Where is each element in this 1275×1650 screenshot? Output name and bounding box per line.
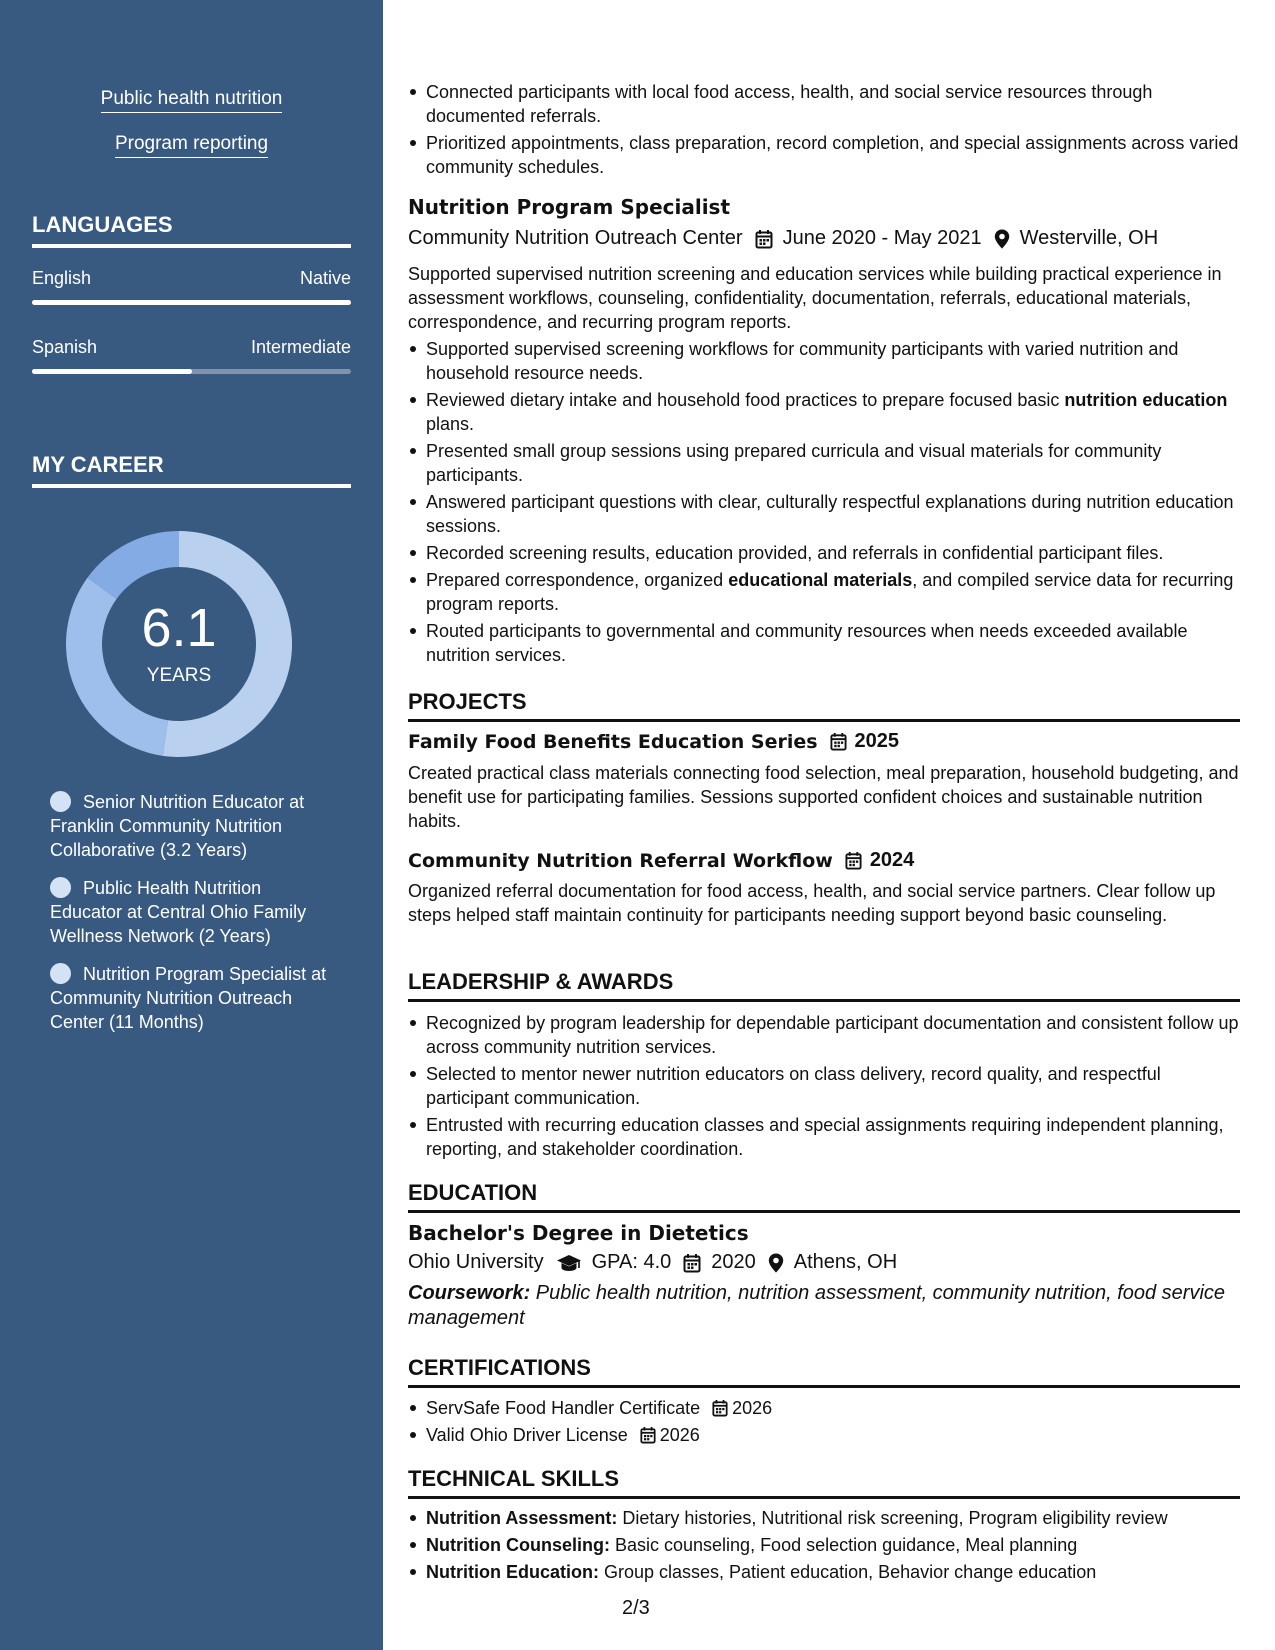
project-year: 2025 bbox=[854, 730, 900, 752]
list-item: Recorded screening results, education provided, and referrals in confidential participant files. bbox=[408, 541, 1240, 565]
calendar-icon bbox=[640, 1426, 656, 1444]
skills-heading: TECHNICAL SKILLS bbox=[408, 1466, 1240, 1499]
career-item: Senior Nutrition Educator at Franklin Community Nutrition Collaborative (3.2 Years) bbox=[50, 792, 305, 860]
education-coursework: Coursework: Public health nutrition, nutrition assessment, community nutrition, food service management bbox=[408, 1282, 1226, 1329]
education-location: Athens, OH bbox=[793, 1251, 898, 1273]
calendar-icon bbox=[830, 732, 847, 751]
graduation-cap-icon bbox=[556, 1254, 582, 1272]
education-degree: Bachelor's Degree in Dietetics bbox=[408, 1221, 749, 1245]
continued-bullets bbox=[408, 80, 1240, 182]
project-description: Created practical class materials connecting food selection, meal preparation, household budgeting, and benefit use for participating families. Sessions supported confident choices and sustainable nutrition habits. bbox=[408, 763, 1239, 831]
certification-item: Valid Ohio Driver License 2026 bbox=[408, 1423, 1240, 1447]
certification-item: ServSafe Food Handler Certificate 2026 bbox=[408, 1396, 1240, 1420]
project-description: Organized referral documentation for food access, health, and social service partners. Clear follow up steps helped staff maintain continuity for participants needing support beyond basic counseling. bbox=[408, 881, 1216, 925]
career-years-number: 6.1 bbox=[141, 598, 217, 658]
skill-chip: Program reporting bbox=[0, 133, 383, 158]
list-item: Recognized by program leadership for dependable participant documentation and consistent follow up across community nutrition services. bbox=[408, 1011, 1240, 1059]
career-dot-icon bbox=[50, 791, 71, 812]
career-item: Nutrition Program Specialist at Community Nutrition Outreach Center (11 Months) bbox=[50, 964, 327, 1032]
main-content bbox=[408, 0, 1240, 1650]
language-name: Spanish bbox=[32, 337, 98, 357]
list-item: Selected to mentor newer nutrition educators on class delivery, record quality, and respectful participant communication. bbox=[408, 1062, 1240, 1110]
list-item: Presented small group sessions using prepared curricula and visual materials for community participants. bbox=[408, 439, 1240, 487]
certifications-heading: CERTIFICATIONS bbox=[408, 1355, 1240, 1388]
skill-item: Nutrition Counseling: Basic counseling, Food selection guidance, Meal planning bbox=[408, 1533, 1240, 1557]
project-title: Community Nutrition Referral Workflow 2024 bbox=[408, 849, 915, 872]
calendar-icon bbox=[845, 851, 862, 870]
career-dot-icon bbox=[50, 877, 71, 898]
language-bar-fill bbox=[32, 300, 351, 305]
project-title: Family Food Benefits Education Series 2025 bbox=[408, 730, 900, 753]
calendar-icon bbox=[712, 1399, 728, 1417]
skills-list bbox=[408, 1506, 1240, 1587]
language-row bbox=[32, 268, 351, 289]
career-years-unit: YEARS bbox=[146, 665, 212, 686]
job-bullets bbox=[408, 337, 1240, 670]
list-item: Entrusted with recurring education classes and special assignments requiring independent planning, reporting, and stakeholder coordination. bbox=[408, 1113, 1240, 1161]
projects-heading: PROJECTS bbox=[408, 689, 1240, 722]
skill-item: Nutrition Assessment: Dietary histories, Nutritional risk screening, Program eligibility review bbox=[408, 1506, 1240, 1530]
list-item: Prioritized appointments, class preparation, record completion, and special assignments across varied community schedules. bbox=[408, 131, 1240, 179]
leadership-list bbox=[408, 1011, 1240, 1164]
job-title: Nutrition Program Specialist bbox=[408, 195, 731, 219]
list-item: Routed participants to governmental and community resources when needs exceeded available nutrition services. bbox=[408, 619, 1240, 667]
career-dot-icon bbox=[50, 963, 71, 984]
language-level: Intermediate bbox=[250, 337, 351, 357]
language-bar bbox=[32, 300, 351, 305]
calendar-icon bbox=[683, 1253, 701, 1273]
language-bar bbox=[32, 369, 351, 374]
project-year: 2024 bbox=[869, 849, 915, 871]
job-meta bbox=[408, 227, 1240, 250]
skill-chip: Public health nutrition bbox=[0, 88, 383, 113]
languages-heading: LANGUAGES bbox=[32, 212, 351, 248]
education-gpa: GPA: 4.0 bbox=[591, 1251, 672, 1273]
page-number: 2/3 bbox=[622, 1597, 650, 1619]
job-company: Community Nutrition Outreach Center bbox=[408, 227, 743, 249]
calendar-icon bbox=[755, 229, 773, 249]
language-bar-fill bbox=[32, 369, 192, 374]
job-summary: Supported supervised nutrition screening and education services while building practical experience in assessment workflows, counseling, confidentiality, documentation, referrals, educational materials, correspondence, and recurring program reports. bbox=[408, 264, 1222, 332]
education-meta bbox=[408, 1251, 1240, 1274]
map-pin-icon bbox=[994, 229, 1010, 249]
leadership-heading: LEADERSHIP & AWARDS bbox=[408, 969, 1240, 1002]
map-pin-icon bbox=[768, 1253, 784, 1273]
job-dates: June 2020 - May 2021 bbox=[782, 227, 982, 249]
certifications-list bbox=[408, 1396, 1240, 1450]
job-location: Westerville, OH bbox=[1019, 227, 1159, 249]
education-year: 2020 bbox=[711, 1251, 756, 1273]
skill-item: Nutrition Education: Group classes, Patient education, Behavior change education bbox=[408, 1560, 1240, 1584]
education-school: Ohio University bbox=[408, 1251, 544, 1273]
sidebar bbox=[0, 0, 383, 1650]
career-item: Public Health Nutrition Educator at Central Ohio Family Wellness Network (2 Years) bbox=[50, 878, 307, 946]
list-item: Prepared correspondence, organized educational materials, and compiled service data for recurring program reports. bbox=[408, 568, 1240, 616]
language-level: Native bbox=[299, 268, 351, 288]
career-heading: MY CAREER bbox=[32, 452, 351, 488]
list-item: Supported supervised screening workflows for community participants with varied nutrition and household resource needs. bbox=[408, 337, 1240, 385]
career-donut-chart bbox=[64, 529, 294, 759]
language-row bbox=[32, 337, 351, 358]
list-item: Connected participants with local food access, health, and social service resources through documented referrals. bbox=[408, 80, 1240, 128]
list-item: Reviewed dietary intake and household food practices to prepare focused basic nutrition education plans. bbox=[408, 388, 1240, 436]
language-name: English bbox=[32, 268, 92, 288]
list-item: Answered participant questions with clear, culturally respectful explanations during nutrition education sessions. bbox=[408, 490, 1240, 538]
education-heading: EDUCATION bbox=[408, 1180, 1240, 1213]
